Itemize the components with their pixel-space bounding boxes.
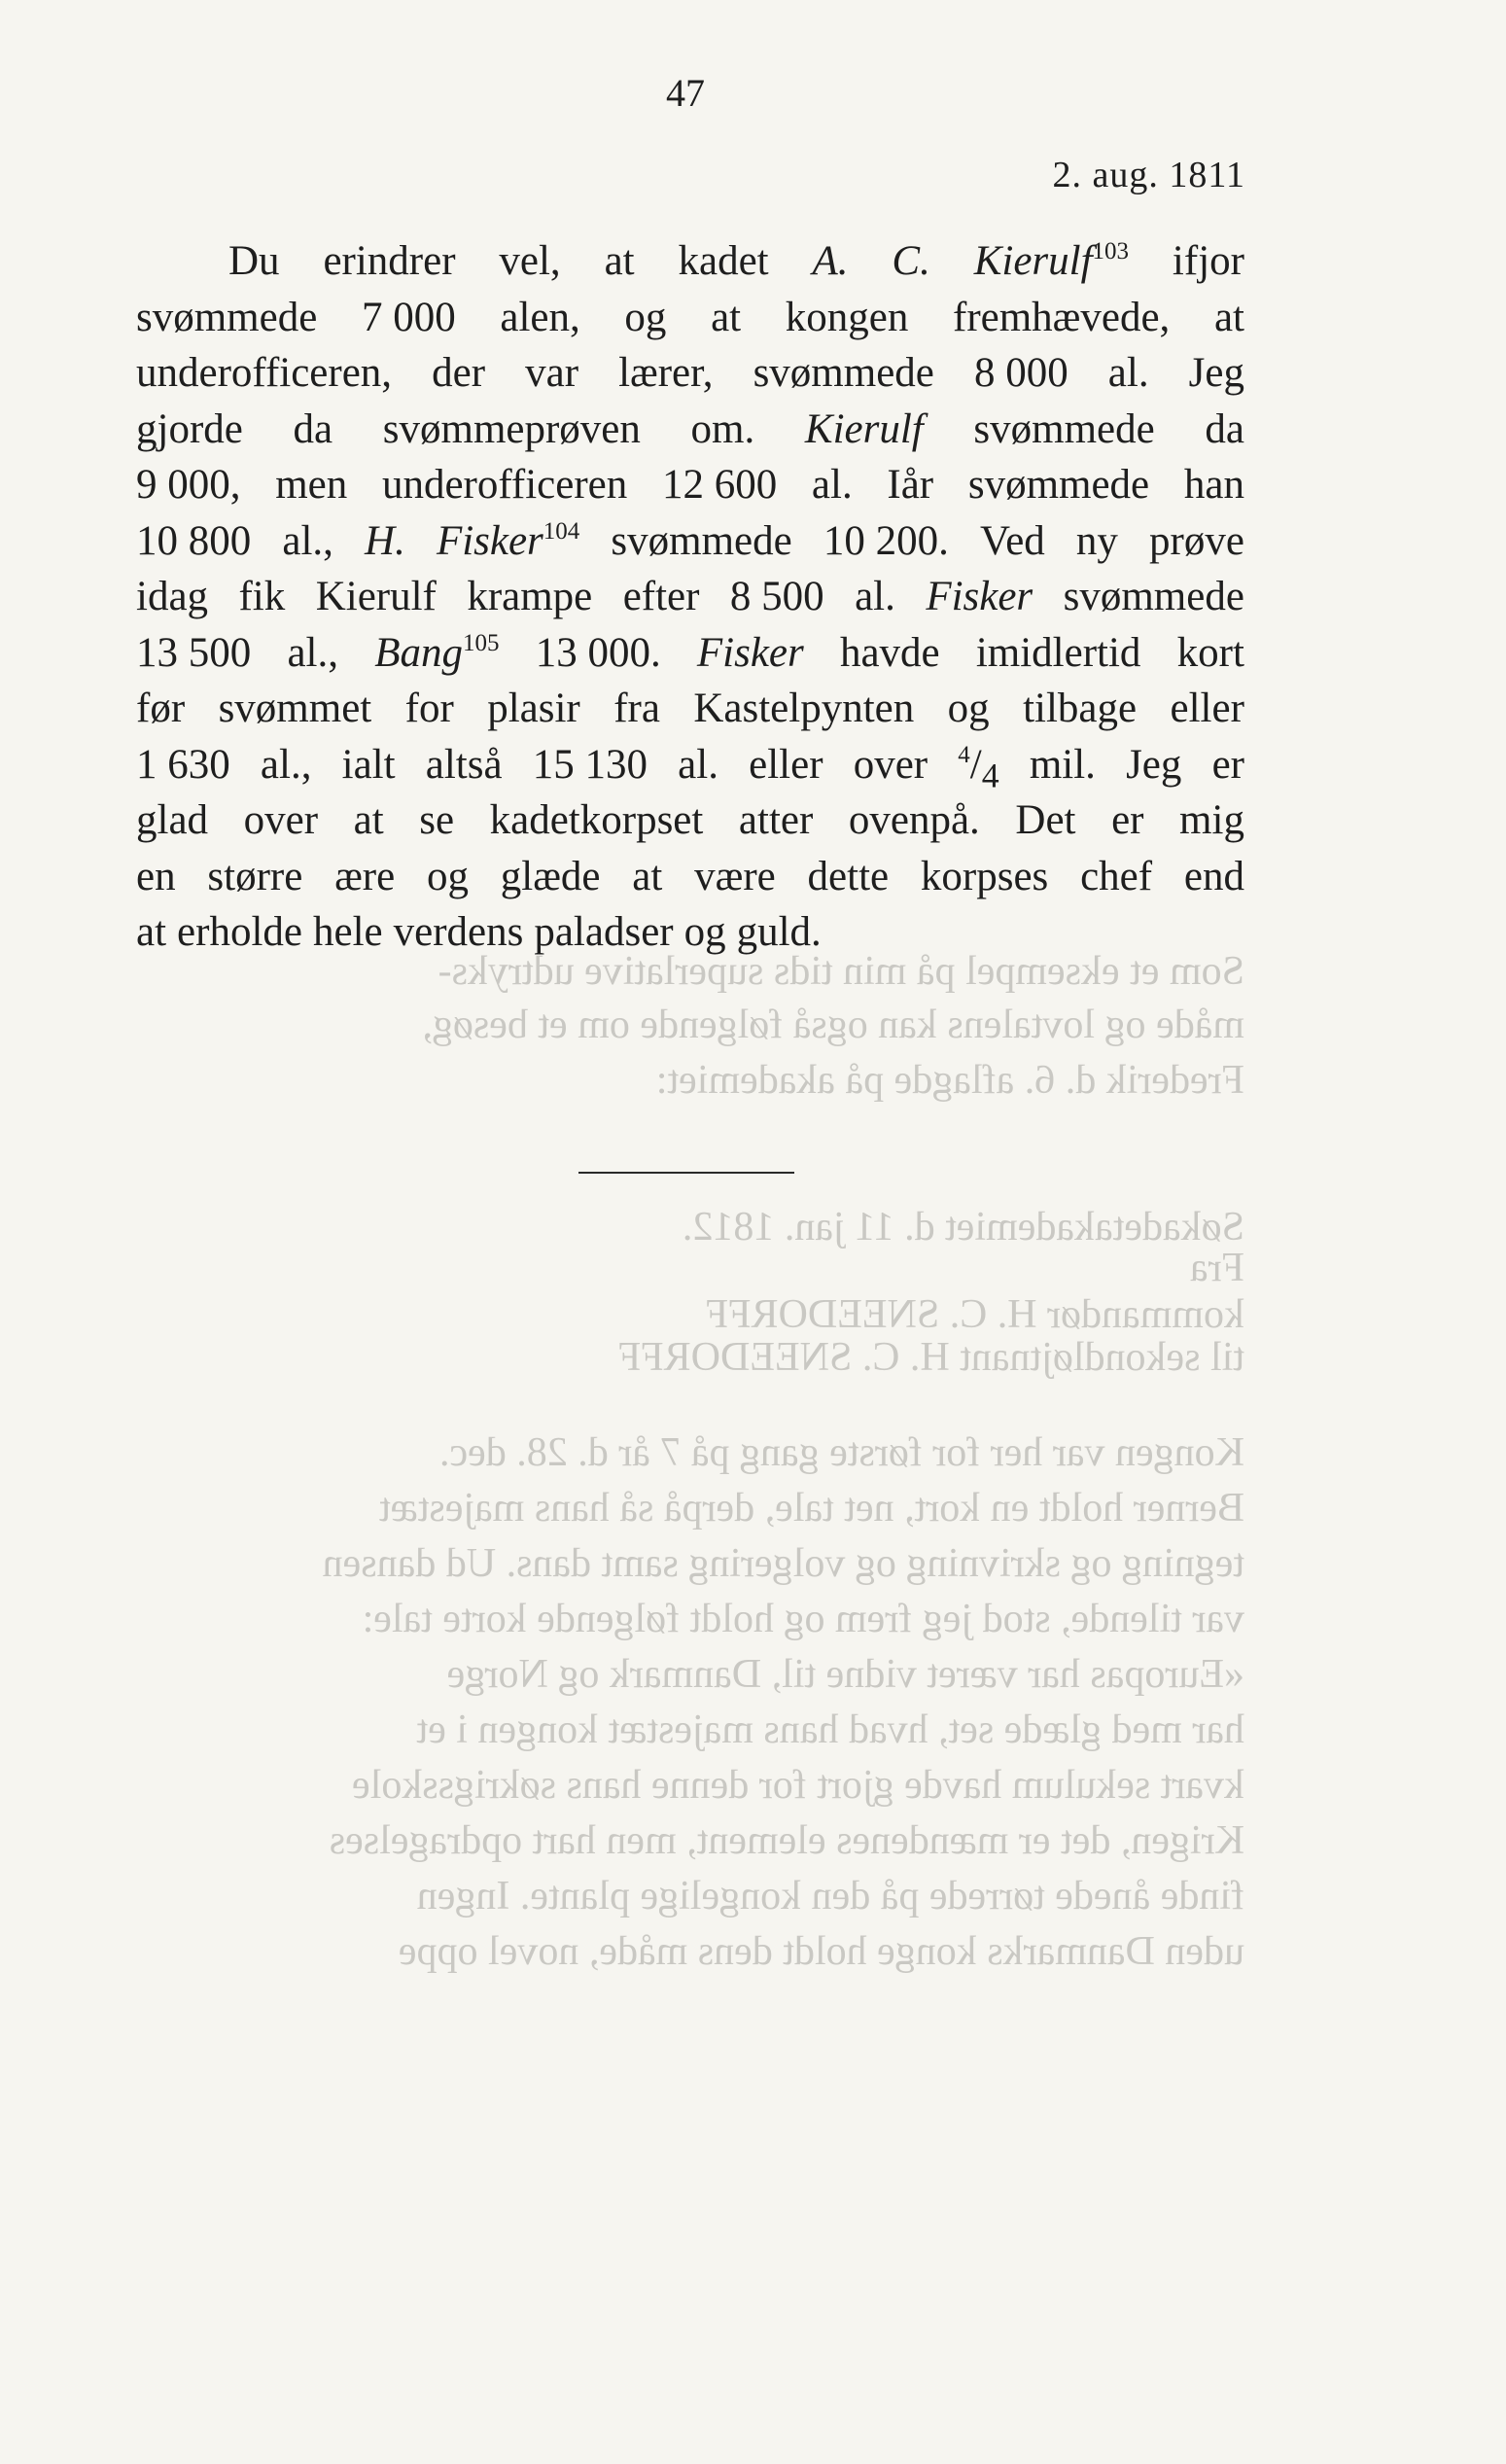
word: større	[207, 853, 303, 899]
word: 13 500	[136, 629, 252, 676]
word: $^4/_4$	[958, 741, 999, 795]
word: før	[136, 686, 186, 731]
word: Fisker	[926, 574, 1033, 619]
word: 12 600	[661, 462, 778, 508]
word: der	[432, 350, 486, 396]
word: om.	[690, 405, 755, 452]
word: mil.	[1029, 741, 1096, 788]
word: Kastelpynten	[693, 686, 915, 731]
word: 10 200.	[823, 517, 949, 564]
word: Kierulf	[804, 405, 924, 452]
text-line	[136, 513, 1244, 570]
word: kongen	[785, 294, 909, 340]
bleed-line: «Europas har været vidne til, Danmark og Norge	[446, 1652, 1244, 1697]
word: al.,	[282, 517, 333, 564]
text-line	[136, 345, 1244, 402]
word: svømmede	[136, 294, 318, 340]
word: A.	[812, 238, 849, 284]
word: al.,	[260, 741, 312, 788]
word: eller	[749, 741, 823, 788]
word: dette	[807, 853, 890, 899]
word: verdens	[393, 909, 524, 955]
word: og	[683, 909, 726, 955]
word: paladser	[534, 909, 674, 955]
word: idag	[136, 574, 209, 619]
word: Bang$^{105}$	[374, 629, 500, 676]
bleed-line: Frederik d. 6. aflagde på akademiet:	[655, 1058, 1244, 1103]
bleed-line: kommandør H. C. SNEEDORFF	[705, 1292, 1244, 1337]
word: Kierulf	[315, 574, 437, 619]
word: vel,	[499, 238, 561, 284]
word: 7 000	[361, 294, 456, 340]
word: H.	[365, 517, 405, 564]
word: 13 000.	[535, 629, 661, 676]
word: korpses	[920, 853, 1049, 899]
letter-body	[136, 233, 1244, 961]
word: 1 630	[136, 741, 230, 788]
word: krampe	[467, 574, 593, 619]
word: underofficeren	[381, 462, 628, 508]
word: al.	[811, 462, 853, 508]
word: 8 000	[973, 350, 1068, 396]
bleed-line: Kongen var her for første gang på 7 år d. 28. dec.	[438, 1430, 1244, 1475]
text-line	[136, 290, 1244, 346]
word: alen,	[500, 294, 580, 340]
text-line	[136, 849, 1244, 905]
word: svømmeprøven	[382, 405, 641, 452]
bleed-line: uden Danmarks konge holdt dens måde, novel oppe	[398, 1929, 1244, 1974]
word: ovenpå.	[848, 797, 980, 843]
word: Iår	[887, 462, 934, 508]
section-divider	[578, 1172, 794, 1174]
word: og	[624, 294, 667, 340]
word: svømmet	[218, 686, 372, 731]
word: ifjor	[1172, 238, 1244, 284]
word: svømmede	[753, 350, 934, 396]
word: svømmede	[973, 405, 1155, 452]
word: havde	[839, 629, 940, 676]
word: en	[136, 853, 176, 899]
word: være	[694, 853, 776, 899]
word: Det	[1015, 797, 1076, 843]
word: imidlertid	[975, 629, 1141, 676]
bleed-line: måde og lovtalens kan også følgende om et besøg,	[422, 1003, 1244, 1047]
text-line	[136, 625, 1244, 682]
word: Ved	[979, 517, 1045, 564]
word: ny	[1075, 517, 1118, 564]
word: tilbage	[1023, 686, 1138, 731]
word: og	[426, 853, 469, 899]
text-line	[136, 457, 1244, 513]
bleed-line: til sekondløjtnant H. C. SNEEDORFF	[617, 1335, 1244, 1380]
text-line	[136, 569, 1244, 625]
word: se	[419, 797, 455, 843]
bleed-line: kvart sekulum havde gjort for denne hans søkrigsskole	[352, 1763, 1244, 1808]
word: Kierulf$^{103}$	[973, 238, 1130, 284]
page-number: 47	[666, 71, 705, 115]
word: Jeg	[1188, 350, 1244, 396]
word: men	[275, 462, 348, 508]
word: underofficeren,	[136, 350, 393, 396]
word: kort	[1176, 629, 1244, 676]
word: at	[136, 909, 167, 955]
word: er	[1211, 741, 1244, 788]
bleed-line: finde ånede tørrede på den kongelige plante. Ingen	[416, 1874, 1244, 1918]
word: 10 800	[136, 517, 252, 564]
word: chef	[1080, 853, 1153, 899]
bleed-line: var tilende, stod jeg frem og holdt følgende korte tale:	[362, 1597, 1244, 1641]
word: han	[1183, 462, 1244, 508]
bleed-line: Som et eksempel på min tids superlative udtryks-	[438, 949, 1244, 994]
word: glæde	[500, 853, 601, 899]
text-line	[136, 233, 1244, 290]
bleed-line: tegning og skrivning og volgering samt dans. Ud dansen	[322, 1541, 1244, 1586]
word: Du	[228, 238, 280, 284]
word: svømmede	[1063, 574, 1244, 619]
bleed-line: Berner holdt en kort, net tale, derpå så hans majestæt	[379, 1486, 1244, 1531]
bleed-line: Søkadetakademiet d. 11 jan. 1812.	[682, 1205, 1244, 1250]
word: lærer,	[618, 350, 714, 396]
word: erindrer	[323, 238, 456, 284]
word: at	[632, 853, 663, 899]
text-line	[136, 402, 1244, 458]
word: hele	[312, 909, 383, 955]
word: prøve	[1149, 517, 1244, 564]
word: over	[243, 797, 319, 843]
word: C.	[892, 238, 930, 284]
word: guld.	[736, 909, 822, 955]
word: svømmede	[967, 462, 1150, 508]
word: al.	[855, 574, 895, 619]
word: plasir	[487, 686, 580, 731]
word: Fisker$^{104}$	[436, 517, 580, 564]
word: over	[853, 741, 928, 788]
word: end	[1183, 853, 1244, 899]
word: ære	[334, 853, 396, 899]
word: at	[604, 238, 635, 284]
word: fremhævede,	[953, 294, 1171, 340]
word: svømmede	[611, 517, 792, 564]
text-line	[136, 737, 1244, 793]
bleed-line: Fra	[1190, 1246, 1244, 1290]
word: al.	[1107, 350, 1149, 396]
word: 8 500	[729, 574, 824, 619]
word: for	[404, 686, 454, 731]
word: 9 000,	[136, 462, 241, 508]
word: Fisker	[696, 629, 804, 676]
word: al.	[678, 741, 718, 788]
word: da	[1205, 405, 1244, 452]
word: eller	[1170, 686, 1244, 731]
word: gjorde	[136, 405, 243, 452]
word: fik	[238, 574, 286, 619]
text-line	[136, 792, 1244, 849]
word: kadet	[678, 238, 769, 284]
word: atter	[738, 797, 814, 843]
word: var	[525, 350, 579, 396]
text-line	[136, 681, 1244, 737]
word: at	[1213, 294, 1244, 340]
word: erholde	[177, 909, 302, 955]
word: kadetkorpset	[489, 797, 704, 843]
word: da	[293, 405, 333, 452]
word: altså	[425, 741, 503, 788]
bleed-line: har med glæde set, hvad hans majestæt kongen i et	[416, 1707, 1244, 1752]
word: efter	[622, 574, 700, 619]
word: al.,	[287, 629, 338, 676]
word: at	[711, 294, 742, 340]
word: er	[1111, 797, 1144, 843]
word: mig	[1179, 797, 1244, 843]
bleed-line: Krigen, det er mændenes element, men hart opdragelses	[329, 1818, 1244, 1863]
word: og	[947, 686, 990, 731]
letter-date: 2. aug. 1811	[1052, 155, 1245, 195]
word: Jeg	[1126, 741, 1182, 788]
word: at	[353, 797, 384, 843]
word: fra	[613, 686, 660, 731]
word: 15 130	[532, 741, 648, 788]
word: ialt	[341, 741, 396, 788]
word: glad	[136, 797, 209, 843]
